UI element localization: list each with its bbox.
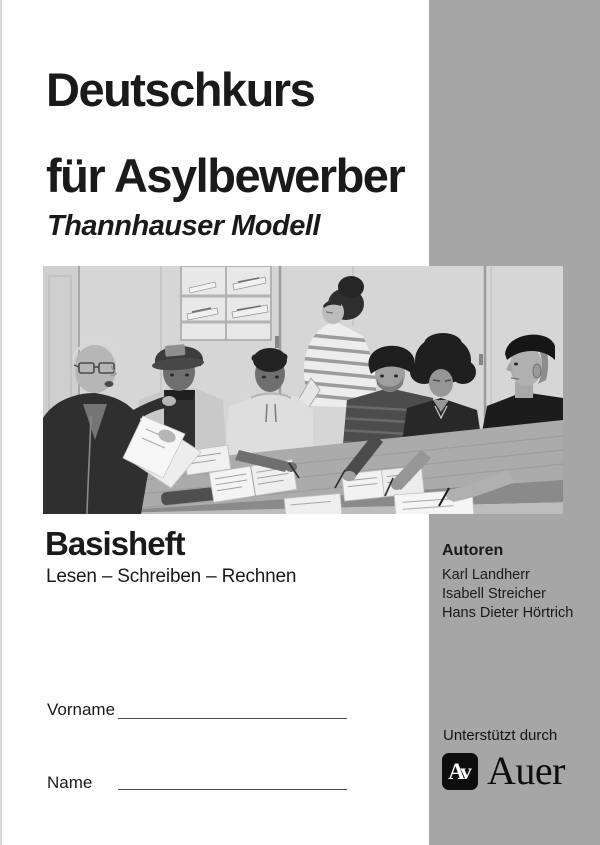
last-name-write-line[interactable] (118, 789, 347, 790)
left-edge-shadow (0, 0, 2, 845)
title-line-2: für Asylbewerber (46, 149, 405, 202)
section-subtitle: Lesen – Schreiben – Rechnen (46, 566, 297, 587)
authors-block (442, 543, 592, 623)
authors-heading: Autoren (442, 542, 504, 559)
classroom-group-photo (43, 266, 563, 514)
last-name-label: Name (47, 773, 93, 792)
author-name-3: Hans Dieter Hörtrich (442, 605, 574, 621)
author-name-2: Isabell Streicher (442, 586, 546, 602)
first-name-label: Vorname (47, 700, 116, 719)
section-title: Basisheft (45, 525, 185, 562)
title-line-1: Deutschkurs (46, 63, 315, 116)
supported-by-label: Unterstützt durch (443, 727, 558, 744)
auer-logo-text: Auer (487, 748, 565, 793)
auer-logo-mark (442, 753, 478, 790)
auer-monogram: Av (448, 758, 469, 784)
subtitle: Thannhauser Modell (47, 210, 320, 242)
first-name-write-line[interactable] (118, 718, 347, 719)
publisher-logo (442, 748, 565, 793)
author-name-1: Karl Landherr (442, 567, 530, 583)
